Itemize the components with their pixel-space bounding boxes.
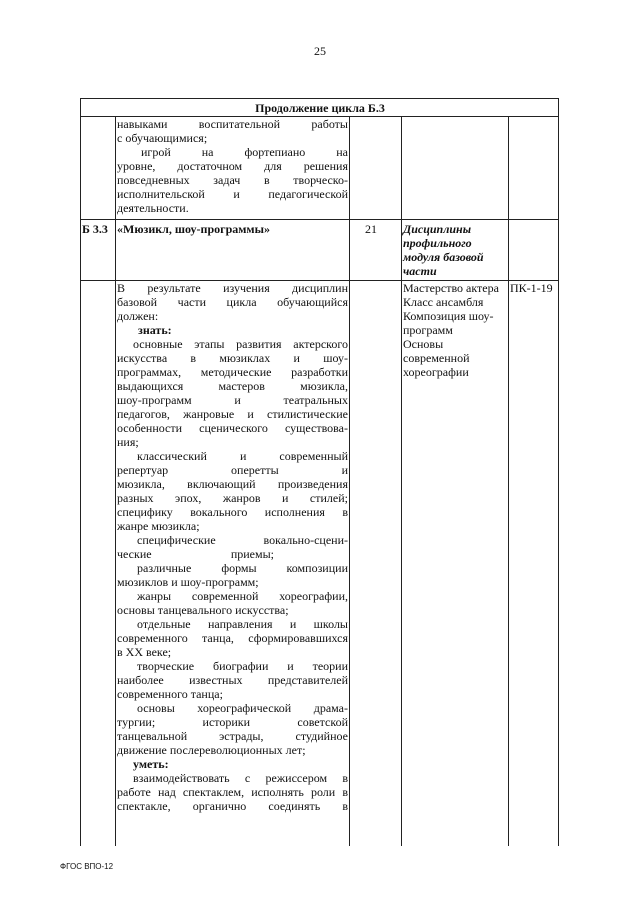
table-title: Продолжение цикла Б.3: [255, 101, 385, 115]
section-hours: 21: [365, 222, 377, 236]
section-title: «Мюзикл, шоу-программы»: [117, 222, 270, 236]
competence-code: ПК-1-19: [510, 281, 553, 295]
know-label: знать:: [138, 323, 172, 337]
can-label: уметь:: [133, 757, 169, 771]
page-number: 25: [314, 44, 326, 58]
section-code: Б 3.3: [82, 222, 108, 236]
footer-label: ФГОС ВПО-12: [60, 862, 114, 871]
